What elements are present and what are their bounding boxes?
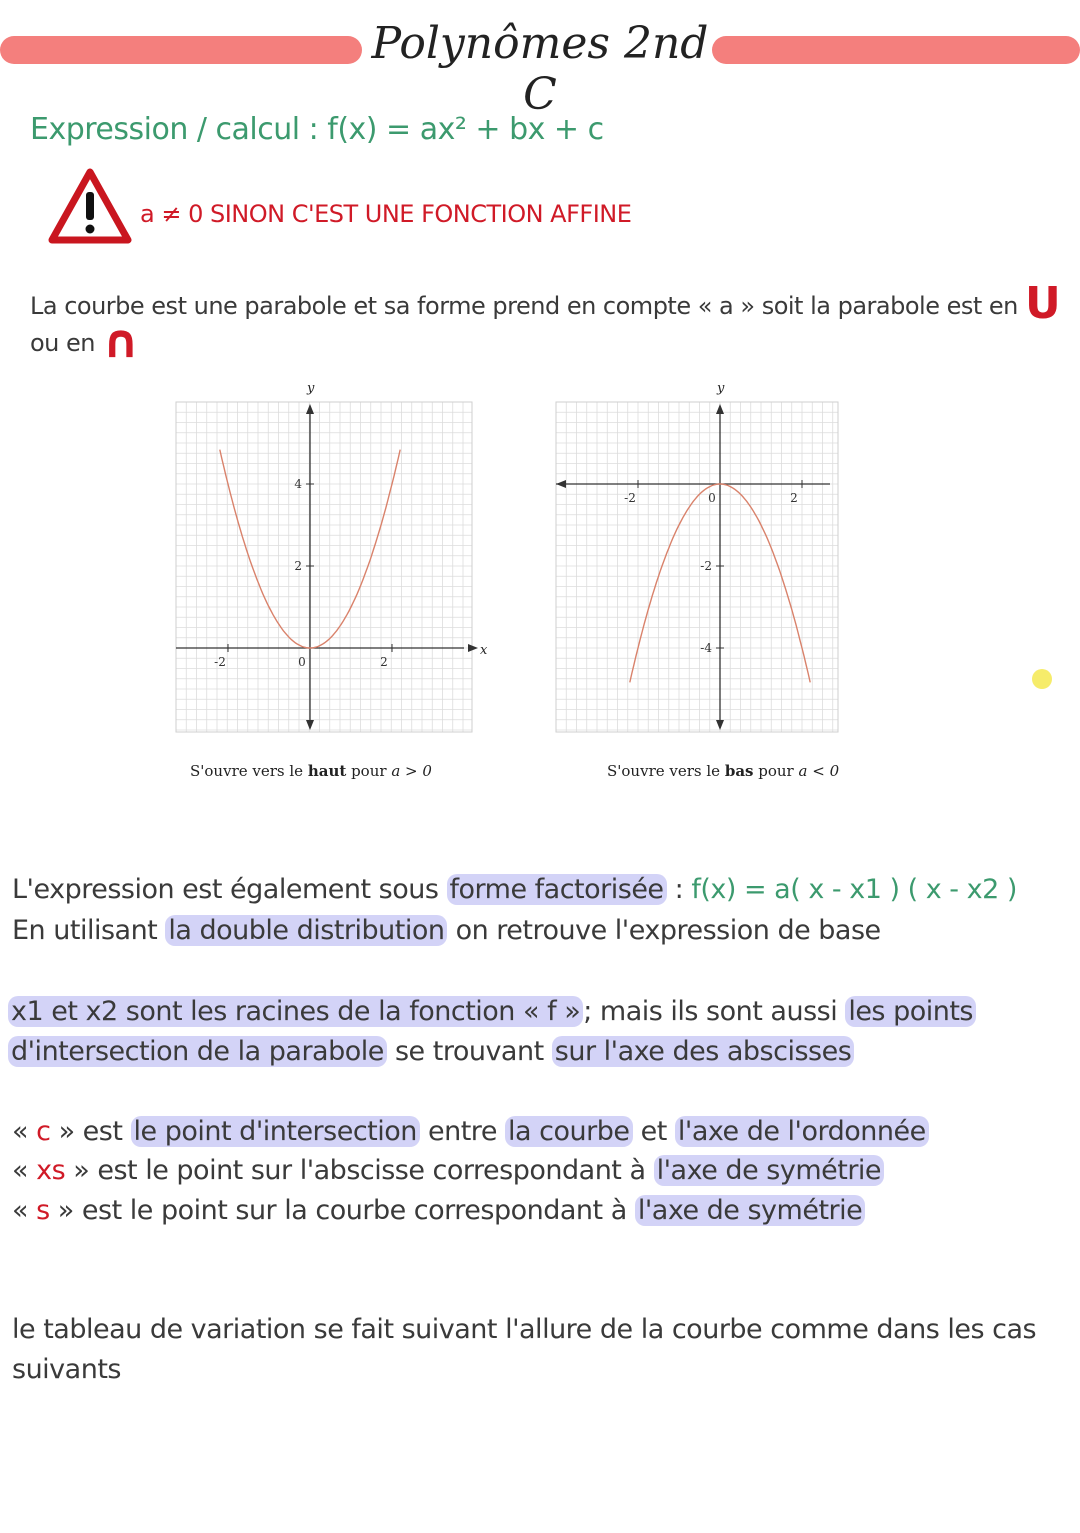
expression-line bbox=[30, 112, 604, 147]
yellow-dot bbox=[1032, 669, 1052, 689]
y-axis-label: y bbox=[307, 381, 315, 396]
x-tick-label: -2 bbox=[624, 491, 636, 505]
plot-frame bbox=[556, 402, 838, 732]
y-tick-label: -4 bbox=[700, 641, 712, 655]
roots-line2: d'intersection de la parabole se trouvant sur l'axe des abscisses bbox=[8, 1036, 854, 1067]
expression-label: Expression / calcul : bbox=[30, 112, 319, 147]
intro-text: La courbe est une parabole et sa forme prend en compte « a » soit la parabole est en bbox=[30, 292, 1018, 320]
chart-downward-parabola bbox=[554, 380, 844, 736]
parabola-intro-line2 bbox=[30, 314, 139, 368]
x-tick-label: 2 bbox=[790, 491, 798, 505]
chart-downward-caption: S'ouvre vers le bas pour a < 0 bbox=[607, 762, 840, 780]
header-banner-right bbox=[712, 36, 1080, 64]
header-banner-left bbox=[0, 36, 362, 64]
x-tick-label: 2 bbox=[380, 655, 388, 669]
roots-line1: x1 et x2 sont les racines de la fonction « f » ; mais ils sont aussi les points bbox=[8, 996, 976, 1027]
factorized-line1: L'expression est également sous forme factorisée : f(x) = a( x - x1 ) ( x - x2 ) bbox=[12, 874, 1017, 905]
definition-xs: « xs » est le point sur l'abscisse correspondant à l'axe de symétrie bbox=[12, 1155, 884, 1186]
x-tick-label: 0 bbox=[298, 655, 306, 669]
x-tick-label: 0 bbox=[708, 491, 716, 505]
y-tick-label: -2 bbox=[700, 559, 712, 573]
y-axis-arrow-down bbox=[716, 720, 724, 730]
factorized-line2: En utilisant la double distribution on retrouve l'expression de base bbox=[12, 915, 881, 946]
definition-c: « c » est le point d'intersection entre la courbe et l'axe de l'ordonnée bbox=[12, 1116, 929, 1147]
intro-line2-text: ou en bbox=[30, 329, 95, 357]
warning-triangle-icon bbox=[48, 168, 132, 244]
x-tick-label: -2 bbox=[214, 655, 226, 669]
shape-n-label: ∩ bbox=[102, 314, 139, 368]
y-tick-label: 4 bbox=[294, 477, 302, 491]
y-axis-arrow-down bbox=[306, 720, 314, 730]
parabola-intro-line1 bbox=[30, 278, 1060, 329]
definition-s: « s » est le point sur la courbe correspondant à l'axe de symétrie bbox=[12, 1195, 865, 1226]
x-axis-arrow bbox=[468, 644, 478, 652]
warning-text: a ≠ 0 SINON C'EST UNE FONCTION AFFINE bbox=[140, 200, 632, 228]
x-axis-label: x bbox=[480, 643, 488, 658]
y-axis-arrow-up bbox=[716, 404, 724, 414]
variation-line2: suivants bbox=[12, 1354, 121, 1385]
chart-upward-parabola bbox=[174, 380, 488, 736]
expression-formula: f(x) = ax² + bx + c bbox=[327, 112, 604, 147]
y-axis-label: y bbox=[717, 381, 725, 396]
y-axis-arrow-up bbox=[306, 404, 314, 414]
chart-upward-caption: S'ouvre vers le haut pour a > 0 bbox=[190, 762, 432, 780]
page-title: Polynômes 2nd C bbox=[371, 18, 709, 120]
y-tick-label: 2 bbox=[294, 559, 302, 573]
shape-u-label: U bbox=[1025, 278, 1061, 329]
x-axis-arrow bbox=[556, 480, 566, 488]
variation-line1: le tableau de variation se fait suivant l'allure de la courbe comme dans les cas bbox=[12, 1314, 1037, 1345]
